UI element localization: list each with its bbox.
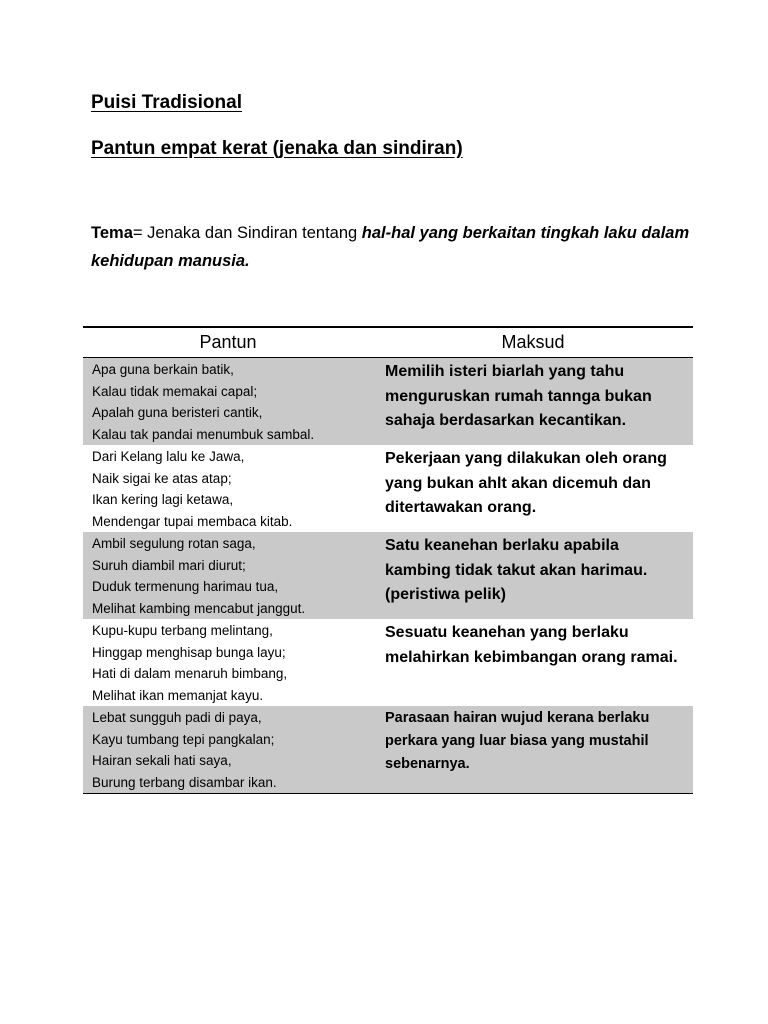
verse-line: Duduk termenung harimau tua, [92, 579, 279, 594]
maksud-text: Satu keanehan berlaku apabila kambing tidak takut akan harimau. (peristiwa pelik) [385, 537, 648, 603]
verse-line: Ikan kering lagi ketawa, [92, 492, 234, 507]
verse-line: Kupu-kupu terbang melintang, [92, 623, 273, 638]
pantun-cell [83, 532, 373, 619]
theme-text: = Jenaka dan Sindiran tentang [132, 224, 362, 242]
pantun-table [83, 326, 693, 794]
maksud-cell [373, 619, 693, 706]
pantun-cell [83, 706, 373, 794]
header-maksud: Maksud [373, 327, 693, 358]
pantun-cell [83, 445, 373, 532]
verse-line: Melihat ikan memanjat kayu. [92, 687, 264, 703]
maksud-text: Pekerjaan yang dilakukan oleh orang yang bukan ahlt akan dicemuh dan ditertawakan orang. [385, 450, 667, 516]
verse-line: Suruh diambil mari diurut; [92, 557, 246, 573]
verse-line: Burung terbang disambar ikan. [92, 774, 277, 790]
maksud-text: Parasaan hairan wujud kerana berlaku perkara yang luar biasa yang mustahil sebenarnya. [385, 710, 650, 772]
verse-line: Lebat sungguh padi di paya, [92, 710, 262, 725]
theme-emphasis: hal-hal yang berkaitan tingkah laku dalam kehidupan manusia. [91, 224, 690, 270]
maksud-cell [373, 445, 693, 532]
verse-line: Apa guna berkain batik, [92, 362, 234, 377]
theme-paragraph [91, 219, 691, 275]
table-row [83, 532, 693, 619]
maksud-cell [373, 358, 693, 446]
table-row [83, 706, 693, 794]
verse-line: Hati di dalam menaruh bimbang, [92, 666, 288, 681]
table-header-row [83, 327, 693, 358]
document-title: Puisi Tradisional [91, 92, 242, 113]
verse-line: Melihat kambing mencabut janggut. [92, 600, 306, 616]
verse-line: Hairan sekali hati saya, [92, 753, 232, 768]
verse-line: Ambil segulung rotan saga, [92, 536, 256, 551]
verse-line: Kayu tumbang tepi pangkalan; [92, 731, 275, 747]
table-row [83, 619, 693, 706]
verse-line: Kalau tak pandai menumbuk sambal. [92, 426, 315, 442]
maksud-cell [373, 706, 693, 794]
maksud-text: Sesuatu keanehan yang berlaku melahirkan kebimbangan orang ramai. [385, 624, 678, 666]
pantun-cell [83, 358, 373, 446]
maksud-text: Memilih isteri biarlah yang tahu menguruskan rumah tannga bukan sahaja berdasarkan kecantikan. [385, 363, 652, 429]
verse-line: Apalah guna beristeri cantik, [92, 405, 263, 420]
verse-line: Mendengar tupai membaca kitab. [92, 513, 293, 529]
document-subtitle: Pantun empat kerat (jenaka dan sindiran) [91, 138, 463, 159]
table-row [83, 358, 693, 446]
theme-label: Tema [91, 224, 133, 242]
verse-line: Dari Kelang lalu ke Jawa, [92, 449, 245, 464]
verse-line: Hinggap menghisap bunga layu; [92, 644, 286, 660]
pantun-cell [83, 619, 373, 706]
maksud-cell [373, 532, 693, 619]
table-row [83, 445, 693, 532]
header-pantun: Pantun [83, 327, 373, 358]
verse-line: Kalau tidak memakai capal; [92, 383, 258, 399]
verse-line: Naik sigai ke atas atap; [92, 470, 232, 486]
